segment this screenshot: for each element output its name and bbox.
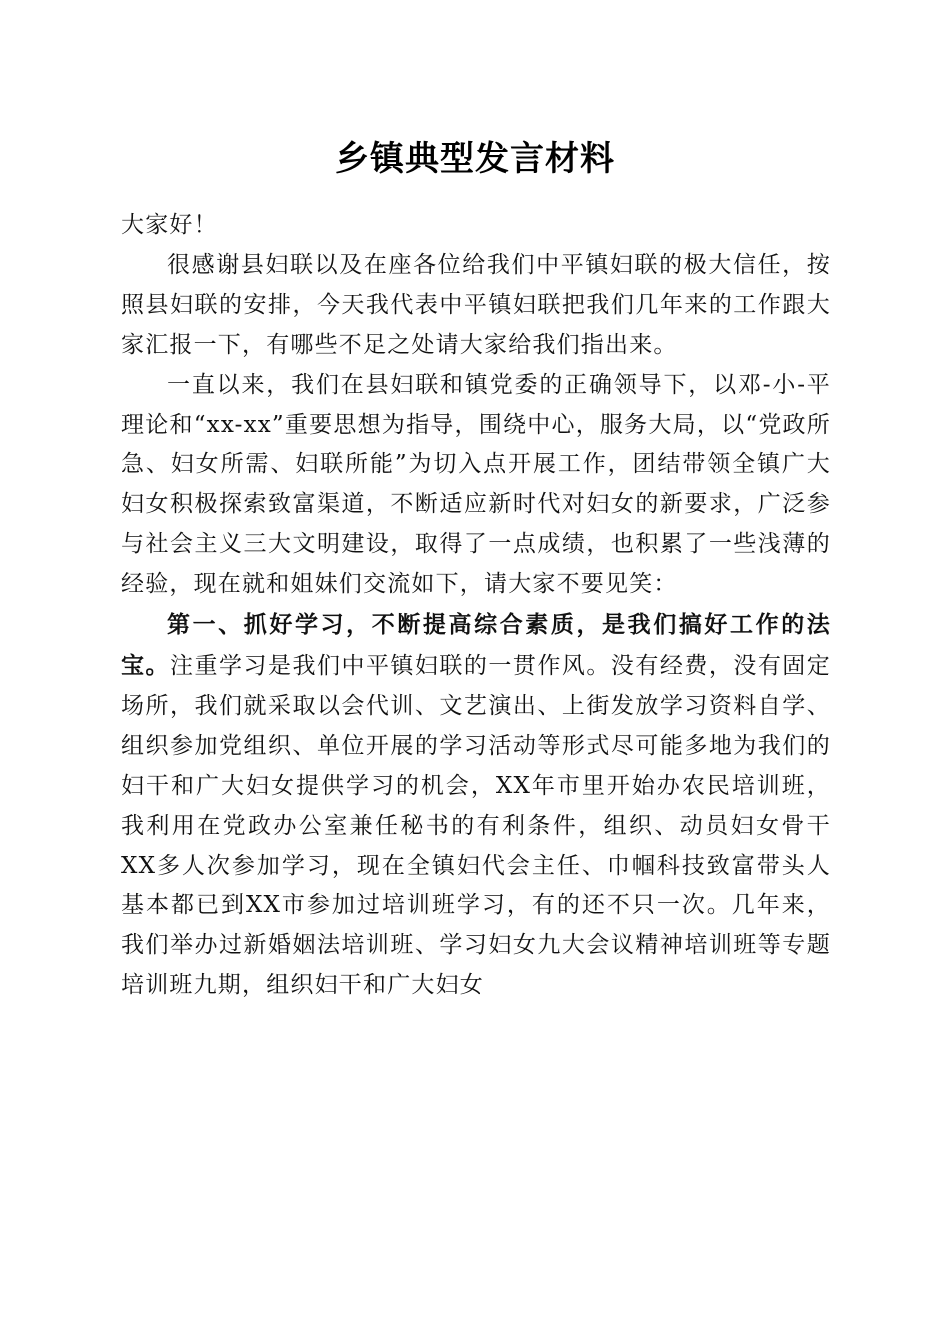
- paragraph-1: [121, 246, 831, 366]
- document-body: [121, 206, 831, 1006]
- greeting: 大家好！: [121, 212, 218, 238]
- paragraph-text: 注重学习是我们中平镇妇联的一贯作风。没有经费，没有固定场所，我们就采取以会代训、文艺演出、上街发放学习资料自学、组织参加党组织、单位开展的学习活动等形式尽可能多地为我们的妇干和广大妇女提供学习的机会，XX年市里开始办农民培训班，我利用在党政办公室兼任秘书的有利条件，组织、动员妇女骨干XX多人次参加学习，现在全镇妇代会主任、巾帼科技致富带头人基本都已到XX市参加过培训班学习，有的还不只一次。几年来，我们举办过新婚姻法培训班、学习妇女九大会议精神培训班等专题培训班九期，组织妇干和广大妇女: [121, 652, 832, 999]
- paragraph-3: [121, 605, 831, 1006]
- paragraph-text: 很感谢县妇联以及在座各位给我们中平镇妇联的极大信任，按照县妇联的安排，今天我代表中平镇妇联把我们几年来的工作跟大家汇报一下，有哪些不足之处请大家给我们指出来。: [121, 251, 831, 358]
- paragraph-2: [121, 366, 831, 605]
- paragraph-text: 一直以来，我们在县妇联和镇党委的正确领导下，以邓-小-平理论和“xx-xx”重要思想为指导，围绕中心，服务大局，以“党政所急、妇女所需、妇联所能”为切入点开展工作，团结带领全镇广大妇女积极探索致富渠道，不断适应新时代对妇女的新要求，广泛参与社会主义三大文明建设，取得了一点成绩，也积累了一些浅薄的经验，现在就和姐妹们交流如下，请大家不要见笑：: [121, 371, 831, 598]
- document-title: 乡镇典型发言材料: [335, 139, 615, 179]
- paragraph-lead-heading: 第一、抓好学习，不断提高综合素质，是我们搞好工作的法宝。: [121, 611, 831, 679]
